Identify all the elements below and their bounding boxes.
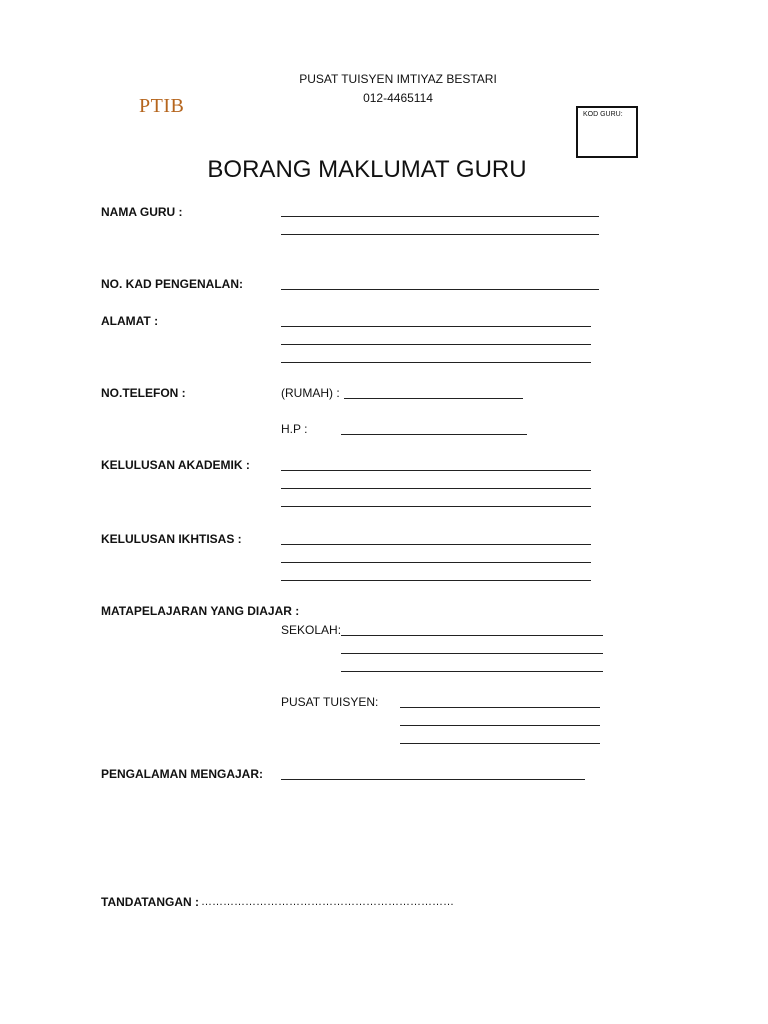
ikhtisas-line-3[interactable]	[281, 580, 591, 581]
sekolah-line-2[interactable]	[341, 653, 603, 654]
hp-label: H.P :	[281, 422, 308, 436]
sekolah-label: SEKOLAH:	[281, 623, 342, 637]
hp-line[interactable]	[341, 434, 527, 435]
alamat-line-2[interactable]	[281, 344, 591, 345]
akademik-line-2[interactable]	[281, 488, 591, 489]
centre-phone: 012-4465114	[363, 91, 433, 105]
sekolah-line-1[interactable]	[341, 635, 603, 636]
nama-guru-line-2[interactable]	[281, 234, 599, 235]
alamat-line-1[interactable]	[281, 326, 591, 327]
rumah-label: (RUMAH) :	[281, 386, 340, 400]
kod-guru-box[interactable]	[576, 106, 638, 158]
pusat-tuisyen-line-1[interactable]	[400, 707, 600, 708]
kod-guru-label: KOD GURU:	[583, 111, 623, 118]
ptib-logo: PTIB	[139, 95, 185, 117]
ikhtisas-line-2[interactable]	[281, 562, 591, 563]
nama-guru-label: NAMA GURU :	[101, 205, 183, 219]
no-kad-line[interactable]	[281, 289, 599, 290]
matapelajaran-label: MATAPELAJARAN YANG DIAJAR :	[101, 604, 300, 618]
akademik-line-3[interactable]	[281, 506, 591, 507]
pusat-tuisyen-line-2[interactable]	[400, 725, 600, 726]
akademik-line-1[interactable]	[281, 470, 591, 471]
alamat-label: ALAMAT :	[101, 314, 159, 328]
centre-name: PUSAT TUISYEN IMTIYAZ BESTARI	[299, 72, 497, 86]
pusat-tuisyen-label: PUSAT TUISYEN:	[281, 695, 379, 709]
sekolah-line-3[interactable]	[341, 671, 603, 672]
nama-guru-line-1[interactable]	[281, 216, 599, 217]
tandatangan-label: TANDATANGAN :	[101, 895, 199, 909]
pusat-tuisyen-line-3[interactable]	[400, 743, 600, 744]
no-kad-label: NO. KAD PENGENALAN:	[101, 277, 244, 291]
ikhtisas-line-1[interactable]	[281, 544, 591, 545]
pengalaman-line[interactable]	[281, 779, 585, 780]
alamat-line-3[interactable]	[281, 362, 591, 363]
pengalaman-label: PENGALAMAN MENGAJAR:	[101, 767, 263, 781]
no-telefon-label: NO.TELEFON :	[101, 386, 186, 400]
kelulusan-ikhtisas-label: KELULUSAN IKHTISAS :	[101, 532, 242, 546]
kelulusan-akademik-label: KELULUSAN AKADEMIK :	[101, 458, 250, 472]
tandatangan-line[interactable]: ……………………………………………………………	[201, 896, 454, 908]
rumah-line[interactable]	[344, 398, 523, 399]
form-title: BORANG MAKLUMAT GURU	[207, 156, 527, 183]
